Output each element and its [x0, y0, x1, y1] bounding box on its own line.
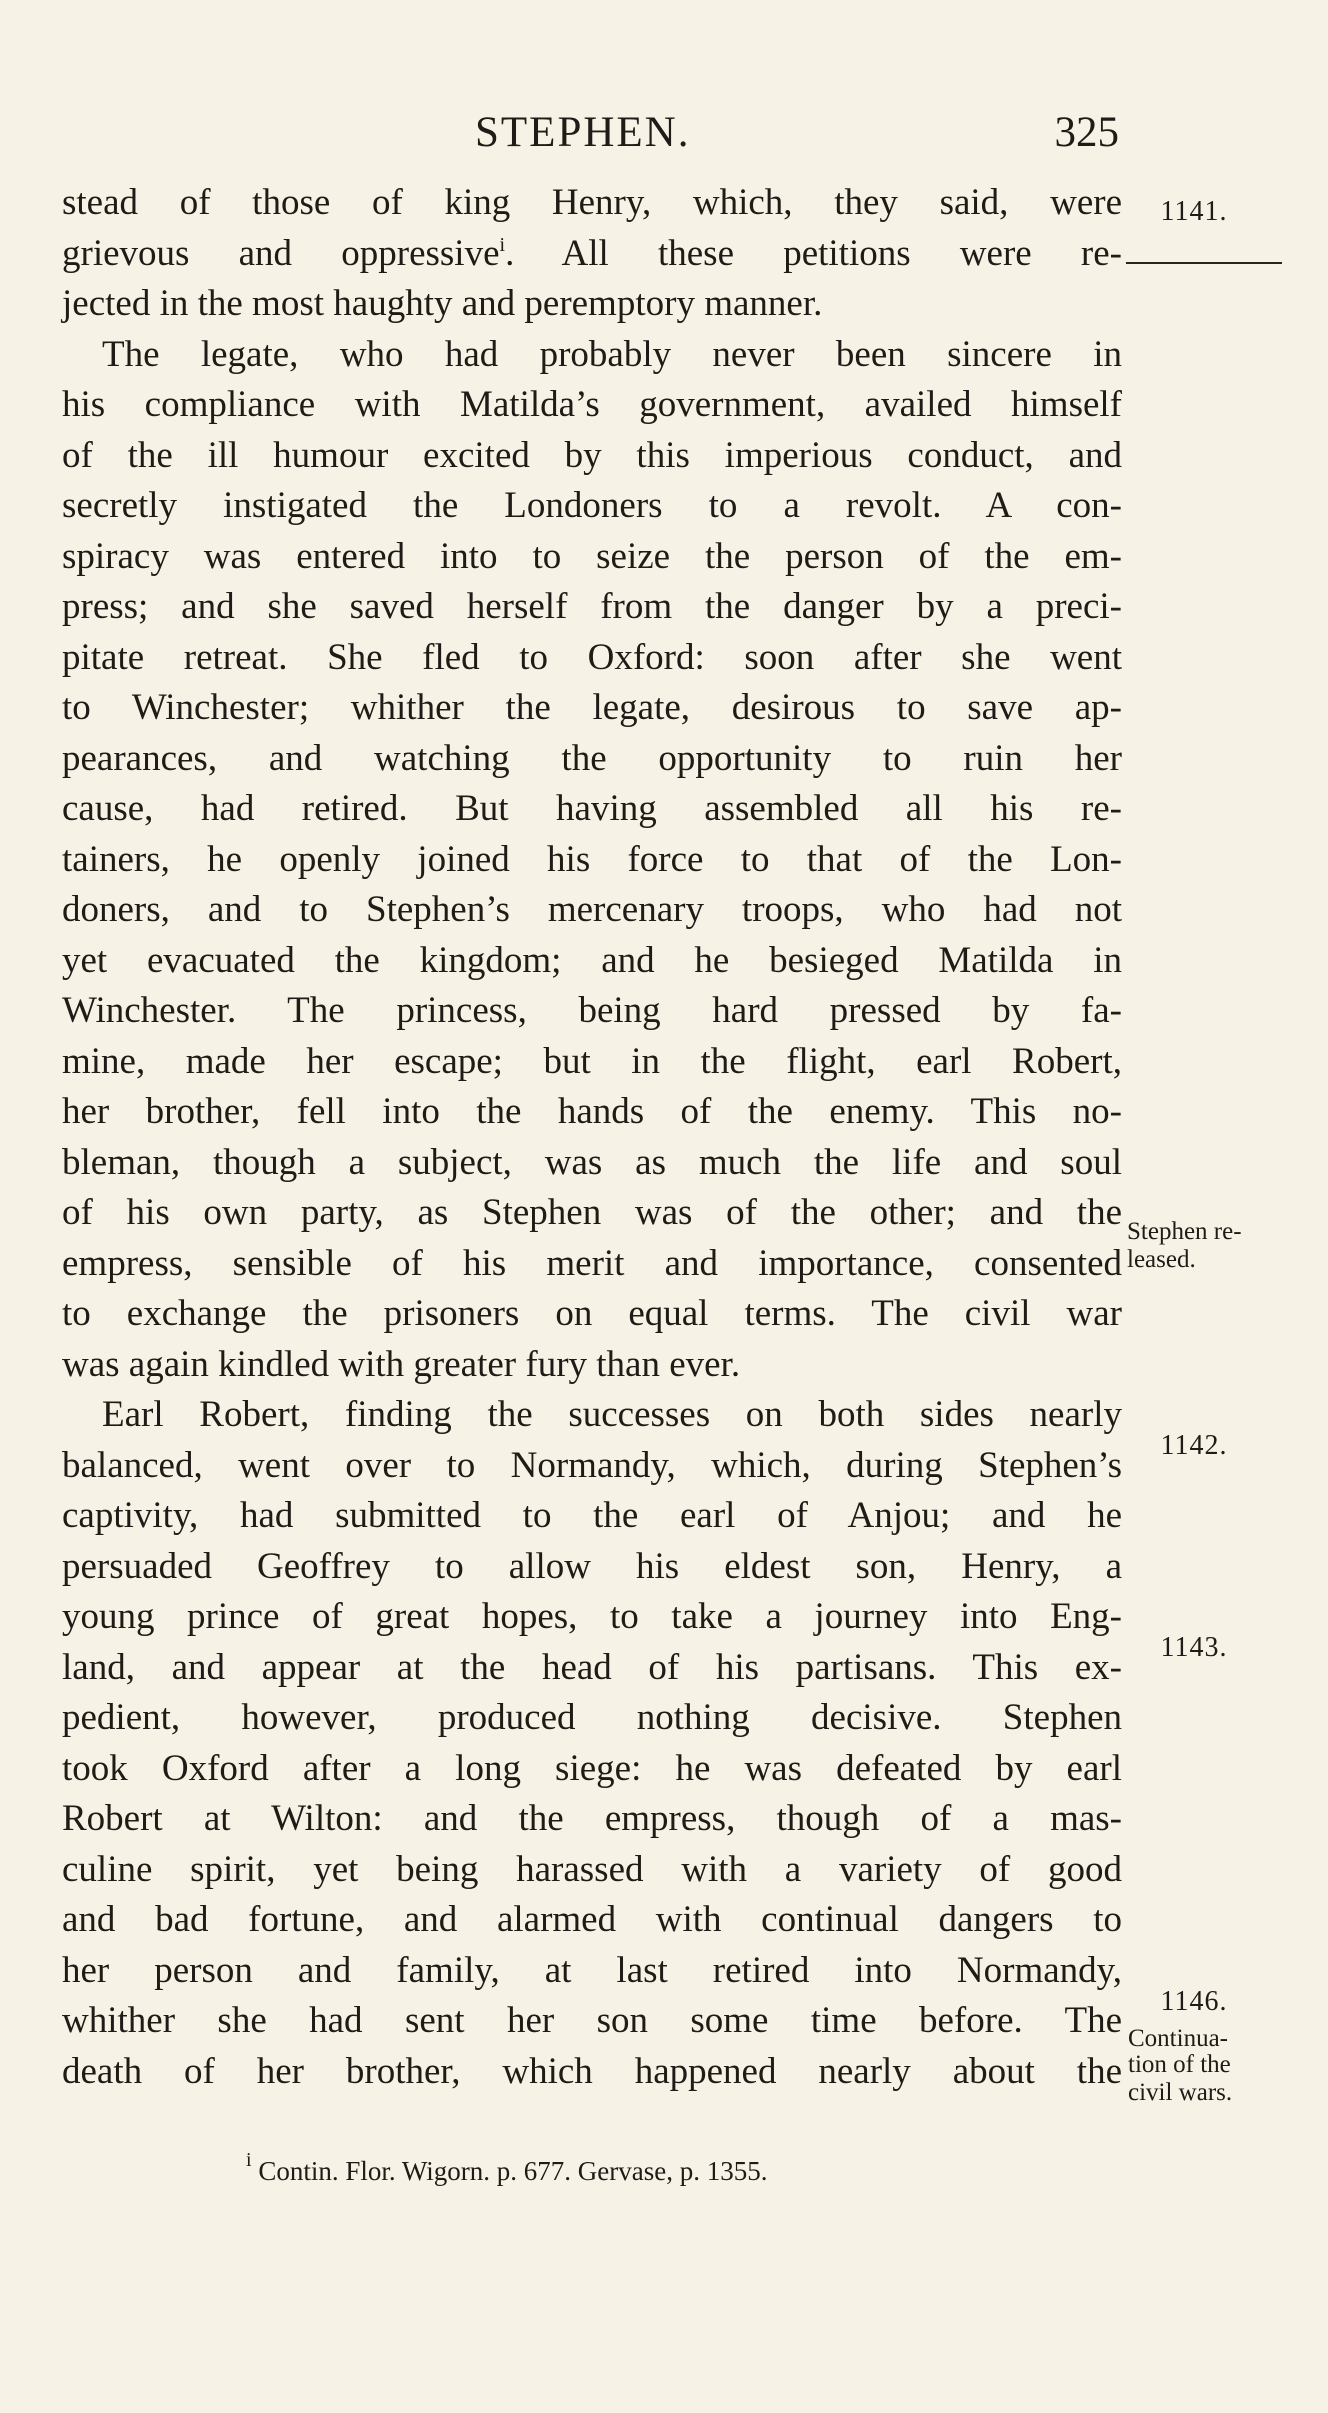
- margin-note-continuation-line3: civil wars.: [1128, 2079, 1233, 2106]
- text-line: was again kindled with greater fury than ever.: [62, 1343, 741, 1385]
- text-line: secretly instigated the Londoners to a revolt. A con-: [62, 485, 1122, 526]
- text-line: grievous and oppressive$^i$. All these petitions were re-: [62, 232, 1122, 274]
- text-line: land, and appear at the head of his partisans. This ex-: [62, 1646, 1122, 1688]
- margin-note-released-line2: leased.: [1127, 1246, 1196, 1273]
- text-line: took Oxford after a long siege: he was defeated by earl: [62, 1747, 1122, 1789]
- page-number: 325: [1054, 109, 1119, 156]
- footnote-marker: i: [246, 2149, 252, 2171]
- text-line: to Winchester; whither the legate, desirous to save ap-: [62, 687, 1122, 728]
- text-line: tainers, he openly joined his force to that of the Lon-: [62, 838, 1122, 880]
- text-line: pitate retreat. She fled to Oxford: soon after she went: [62, 636, 1122, 678]
- text-line: captivity, had submitted to the earl of Anjou; and he: [62, 1495, 1122, 1536]
- margin-year-1143: 1143.: [1160, 1632, 1228, 1663]
- text-line: her person and family, at last retired into Normandy,: [62, 1949, 1122, 1991]
- text-line: Robert at Wilton: and the empress, though of a mas-: [62, 1798, 1122, 1839]
- text-line: whither she had sent her son some time before. The: [62, 2000, 1122, 2041]
- page-header: [475, 108, 1119, 164]
- text-line: of the ill humour excited by this imperious conduct, and: [62, 434, 1122, 476]
- text-line: balanced, went over to Normandy, which, during Stephen’s: [62, 1444, 1122, 1486]
- text-line: bleman, though a subject, was as much the life and soul: [62, 1141, 1122, 1183]
- footnote-reference: i: [499, 233, 506, 256]
- text-line: her brother, fell into the hands of the enemy. This no-: [62, 1091, 1122, 1132]
- text-line: doners, and to Stephen’s mercenary troops, who had not: [62, 889, 1122, 930]
- footnote-text: Contin. Flor. Wigorn. p. 677. Gervase, p. 1355.: [258, 2156, 768, 2186]
- footnote: [246, 2149, 768, 2187]
- margin-year-1142: 1142.: [1160, 1430, 1228, 1461]
- margin-note-released-line1: Stephen re-: [1127, 1218, 1242, 1245]
- text-line: and bad fortune, and alarmed with continual dangers to: [62, 1899, 1122, 1940]
- text-line: stead of those of king Henry, which, they said, were: [62, 182, 1122, 223]
- text-line: spiracy was entered into to seize the person of the em-: [62, 535, 1122, 577]
- margin-year-1146: 1146.: [1160, 1986, 1228, 2017]
- text-line: jected in the most haughty and peremptory manner.: [62, 283, 823, 324]
- text-line: of his own party, as Stephen was of the other; and the: [62, 1192, 1122, 1233]
- text-line: mine, made her escape; but in the flight, earl Robert,: [62, 1040, 1122, 1082]
- margin-note-continuation-line1: Continua-: [1128, 2025, 1228, 2052]
- margin-note-continuation-line2: tion of the: [1128, 2051, 1231, 2078]
- body-text: [62, 178, 1122, 2097]
- text-line: yet evacuated the kingdom; and he besieged Matilda in: [62, 939, 1122, 981]
- margin-rule: [1126, 262, 1282, 264]
- text-line: The legate, who had probably never been sincere in: [102, 333, 1122, 375]
- text-line: Earl Robert, finding the successes on both sides nearly: [102, 1394, 1122, 1435]
- margin-year-1141: 1141.: [1160, 196, 1228, 227]
- text-line: pedient, however, produced nothing decisive. Stephen: [62, 1697, 1122, 1738]
- text-line: his compliance with Matilda’s government, availed himself: [62, 384, 1122, 425]
- text-line: empress, sensible of his merit and importance, consented: [62, 1242, 1122, 1284]
- text-line: culine spirit, yet being harassed with a variety of good: [62, 1848, 1122, 1890]
- text-line: young prince of great hopes, to take a journey into Eng-: [62, 1596, 1122, 1637]
- text-line: to exchange the prisoners on equal terms. The civil war: [62, 1293, 1122, 1334]
- running-title: STEPHEN.: [475, 109, 691, 156]
- text-line: persuaded Geoffrey to allow his eldest son, Henry, a: [62, 1545, 1122, 1587]
- text-line: Winchester. The princess, being hard pressed by fa-: [62, 990, 1122, 1031]
- text-line: press; and she saved herself from the danger by a preci-: [62, 586, 1122, 627]
- text-line: cause, had retired. But having assembled all his re-: [62, 788, 1122, 829]
- text-line: death of her brother, which happened nearly about the: [62, 2050, 1122, 2092]
- text-line: pearances, and watching the opportunity to ruin her: [62, 737, 1122, 779]
